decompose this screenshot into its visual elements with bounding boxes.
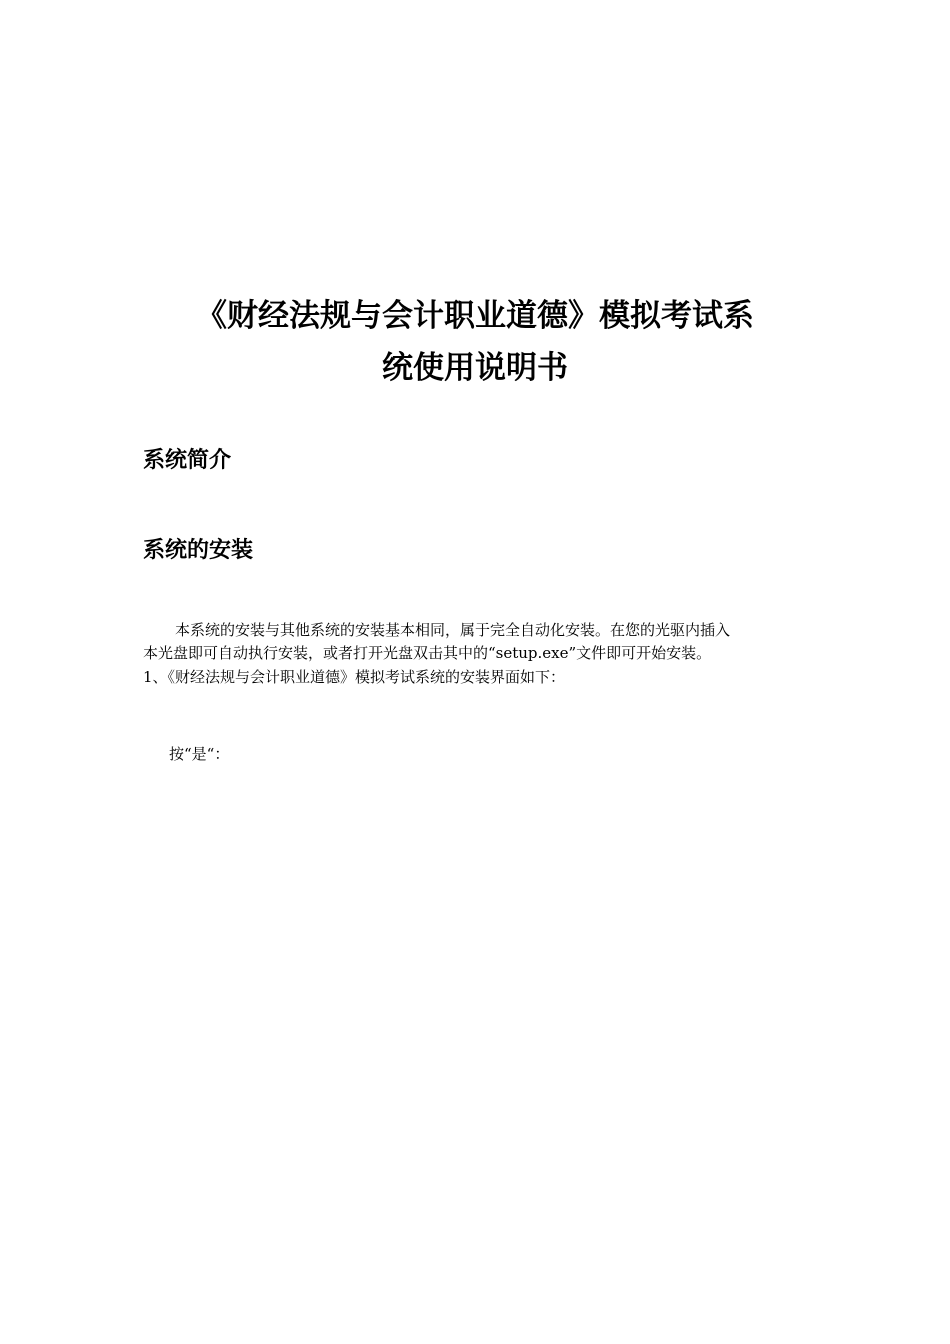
install-step-1: 1、《财经法规与会计职业道德》模拟考试系统的安装界面如下： — [143, 668, 566, 686]
section-heading-system-intro: 系统简介 — [143, 448, 232, 473]
install-paragraph-line-2: 本光盘即可自动执行安装，或者打开光盘双击其中的“setup.exe”文件即可开始安装。 — [143, 644, 712, 662]
section-heading-system-install: 系统的安装 — [143, 538, 254, 563]
document-title-line-1: 《财经法规与会计职业道德》模拟考试系 — [196, 298, 754, 334]
install-paragraph-line-1: 本系统的安装与其他系统的安装基本相同，属于完全自动化安装。在您的光驱内插入 — [175, 621, 731, 639]
document-title-line-2: 统使用说明书 — [382, 350, 568, 386]
install-step-press-yes: 按“是“： — [169, 745, 230, 763]
